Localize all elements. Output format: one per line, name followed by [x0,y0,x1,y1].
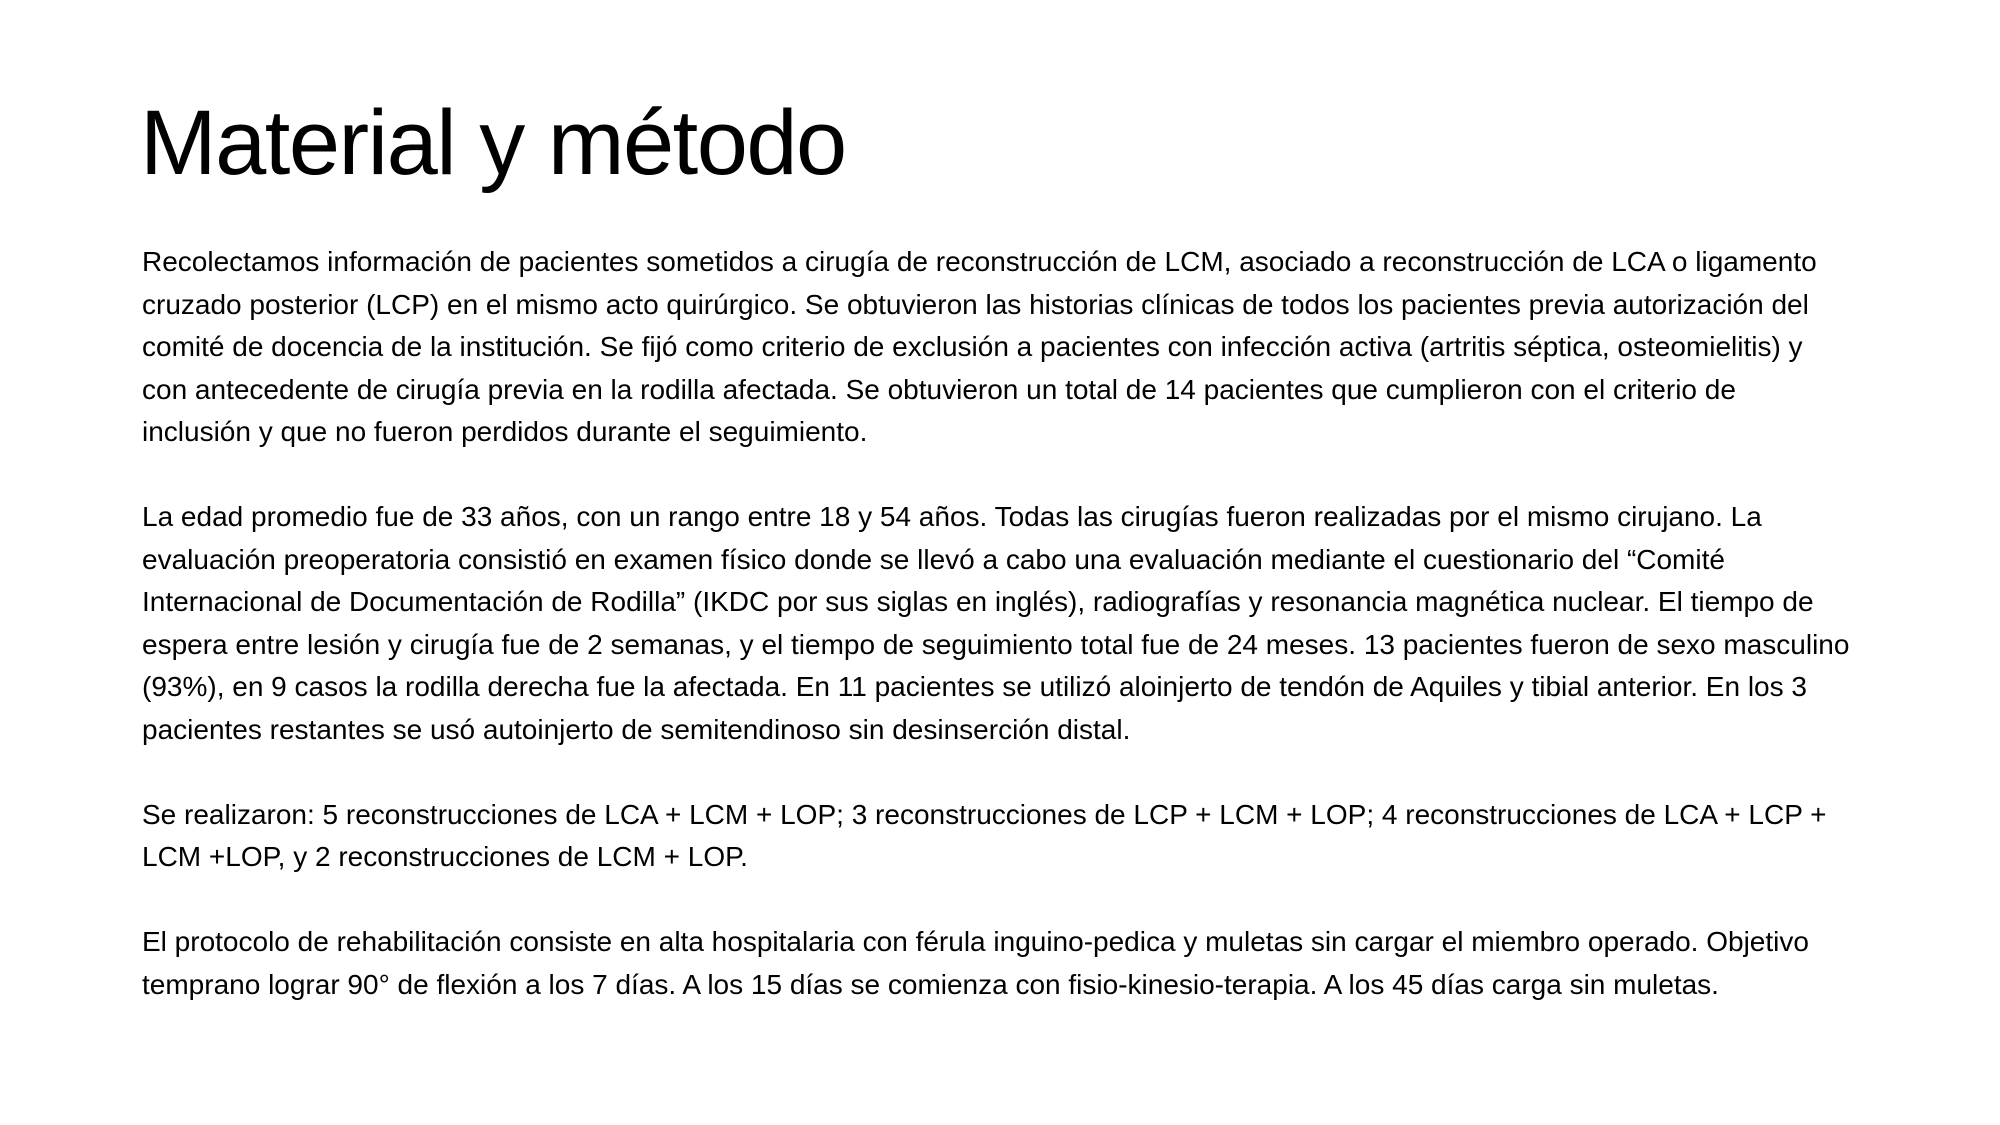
paragraph-patient-demographics: La edad promedio fue de 33 años, con un rango entre 18 y 54 años. Todas las cirugías fueron realizadas por el mismo cirujano. La evaluación preoperatoria consistió en examen físico donde se llevó a cabo una evaluación mediante el cuestionario del “Comité Internacional de Documentación de Rodilla” (IKDC por sus siglas en inglés), radiografías y resonancia magnética nuclear. El tiempo de espera entre lesión y cirugía fue de 2 semanas, y el tiempo de seguimiento total fue de 24 meses. 13 pacientes fueron de sexo masculino (93%), en 9 casos la rodilla derecha fue la afectada. En 11 pacientes se utilizó aloinjerto de tendón de Aquiles y tibial anterior. En los 3 pacientes restantes se usó autoinjerto de semitendinoso sin desinserción distal. [142,501,1850,745]
body-text-block [142,241,1850,1006]
paragraph-rehabilitation-protocol: El protocolo de rehabilitación consiste en alta hospitalaria con férula inguino-pedica y muletas sin cargar el miembro operado. Objetivo temprano lograr 90° de flexión a los 7 días. A los 15 días se comienza con fisio-kinesio-terapia. A los 45 días carga sin muletas. [142,926,1809,1000]
paragraph-methods-collection: Recolectamos información de pacientes sometidos a cirugía de reconstrucción de LCM, asociado a reconstrucción de LCA o ligamento cruzado posterior (LCP) en el mismo acto quirúrgico. Se obtuvieron las historias clínicas de todos los pacientes previa autorización del comité de docencia de la institución. Se fijó como criterio de exclusión a pacientes con infección activa (artritis séptica, osteomielitis) y con antecedente de cirugía previa en la rodilla afectada. Se obtuvieron un total de 14 pacientes que cumplieron con el criterio de inclusión y que no fueron perdidos durante el seguimiento. [142,246,1817,447]
paragraph-reconstructions-summary: Se realizaron: 5 reconstrucciones de LCA + LCM + LOP; 3 reconstrucciones de LCP + LCM + LOP; 4 reconstrucciones de LCA + LCP + LCM +LOP, y 2 reconstrucciones de LCM + LOP. [142,798,1827,872]
page-title: Material y método [140,92,846,194]
